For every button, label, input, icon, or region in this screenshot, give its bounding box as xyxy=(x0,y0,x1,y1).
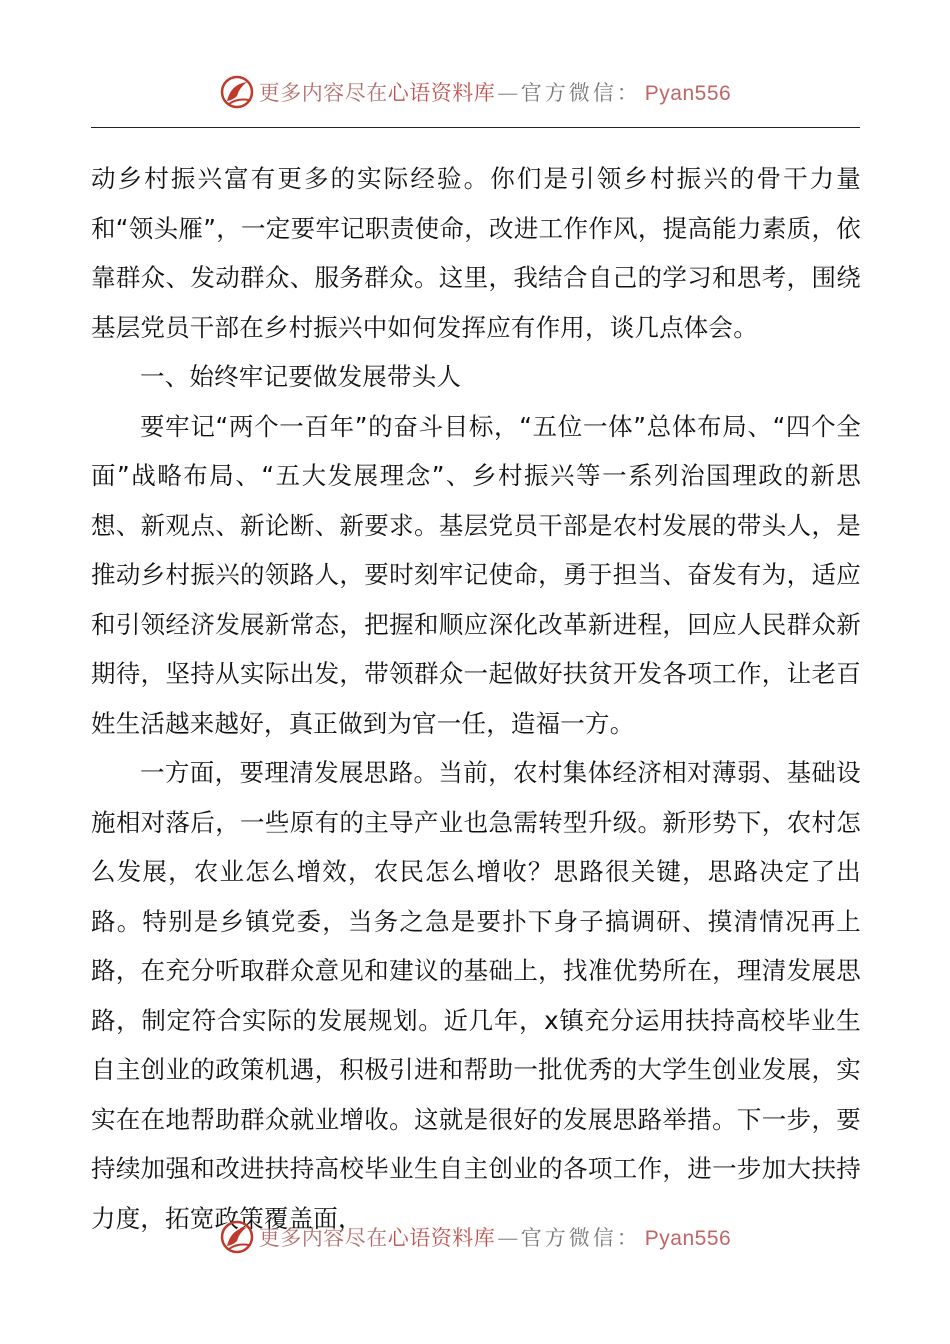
banner-prefix: 更多内容尽在 xyxy=(258,1226,388,1250)
banner-text xyxy=(259,77,731,107)
banner-prefix: 更多内容尽在 xyxy=(258,81,388,105)
document-body xyxy=(91,154,861,1243)
banner-dash: — xyxy=(497,1226,519,1250)
header-divider xyxy=(91,127,860,128)
paragraph-continuation: 动乡村振兴富有更多的实际经验。你们是引领乡村振兴的骨干力量和“领头雁”，一定要牢记职责使命，改进工作作风，提高能力素质，依靠群众、发动群众、服务群众。这里，我结合自己的学习和思考，围绕基层党员干部在乡村振兴中如何发挥应有作用，谈几点体会。 xyxy=(91,164,861,342)
section-heading: 一、始终牢记要做发展带头人 xyxy=(140,362,462,391)
banner-dash: — xyxy=(497,81,519,105)
banner-brand: 心语资料库 xyxy=(387,1226,496,1250)
banner-brand: 心语资料库 xyxy=(387,81,496,105)
logo-icon xyxy=(219,74,255,110)
banner-text xyxy=(259,1222,731,1252)
footer-banner xyxy=(0,1217,950,1257)
paragraph: 一方面，要理清发展思路。当前，农村集体经济相对薄弱、基础设施相对落后，一些原有的主导产业也急需转型升级。新形势下，农村怎么发展，农业怎么增效，农民怎么增收？思路很关键，思路决定了出路。特别是乡镇党委，当务之急是要扑下身子搞调研、摸清情况再上路，在充分听取群众意见和建议的基础上，找准优势所在，理清发展思路，制定符合实际的发展规划。近几年，x镇充分运用扶持高校毕业生自主创业的政策机遇，积极引进和帮助一批优秀的大学生创业发展，实实在在地帮助群众就业增收。这就是很好的发展思路举措。下一步，要持续加强和改进扶持高校毕业生自主创业的各项工作，进一步加大扶持力度，拓宽政策覆盖面， xyxy=(91,758,861,1233)
paragraph: 要牢记“两个一百年”的奋斗目标，“五位一体”总体布局、“四个全面”战略布局、“五大发展理念”、乡村振兴等一系列治国理政的新思想、新观点、新论断、新要求。基层党员干部是农村发展的带头人，是推动乡村振兴的领路人，要时刻牢记使命，勇于担当、奋发有为，适应和引领经济发展新常态，把握和顺应深化改革新进程，回应人民群众新期待，坚持从实际出发，带领群众一起做好扶贫开发各项工作，让老百姓生活越来越好，真正做到为官一任，造福一方。 xyxy=(91,411,861,738)
banner-wechat-label: 官方微信： xyxy=(520,81,641,105)
banner-wechat-label: 官方微信： xyxy=(520,1226,641,1250)
banner-wechat-id: Pyan556 xyxy=(644,1227,732,1250)
logo-icon xyxy=(219,1219,255,1255)
header-banner xyxy=(0,72,950,112)
banner-wechat-id: Pyan556 xyxy=(644,82,732,105)
